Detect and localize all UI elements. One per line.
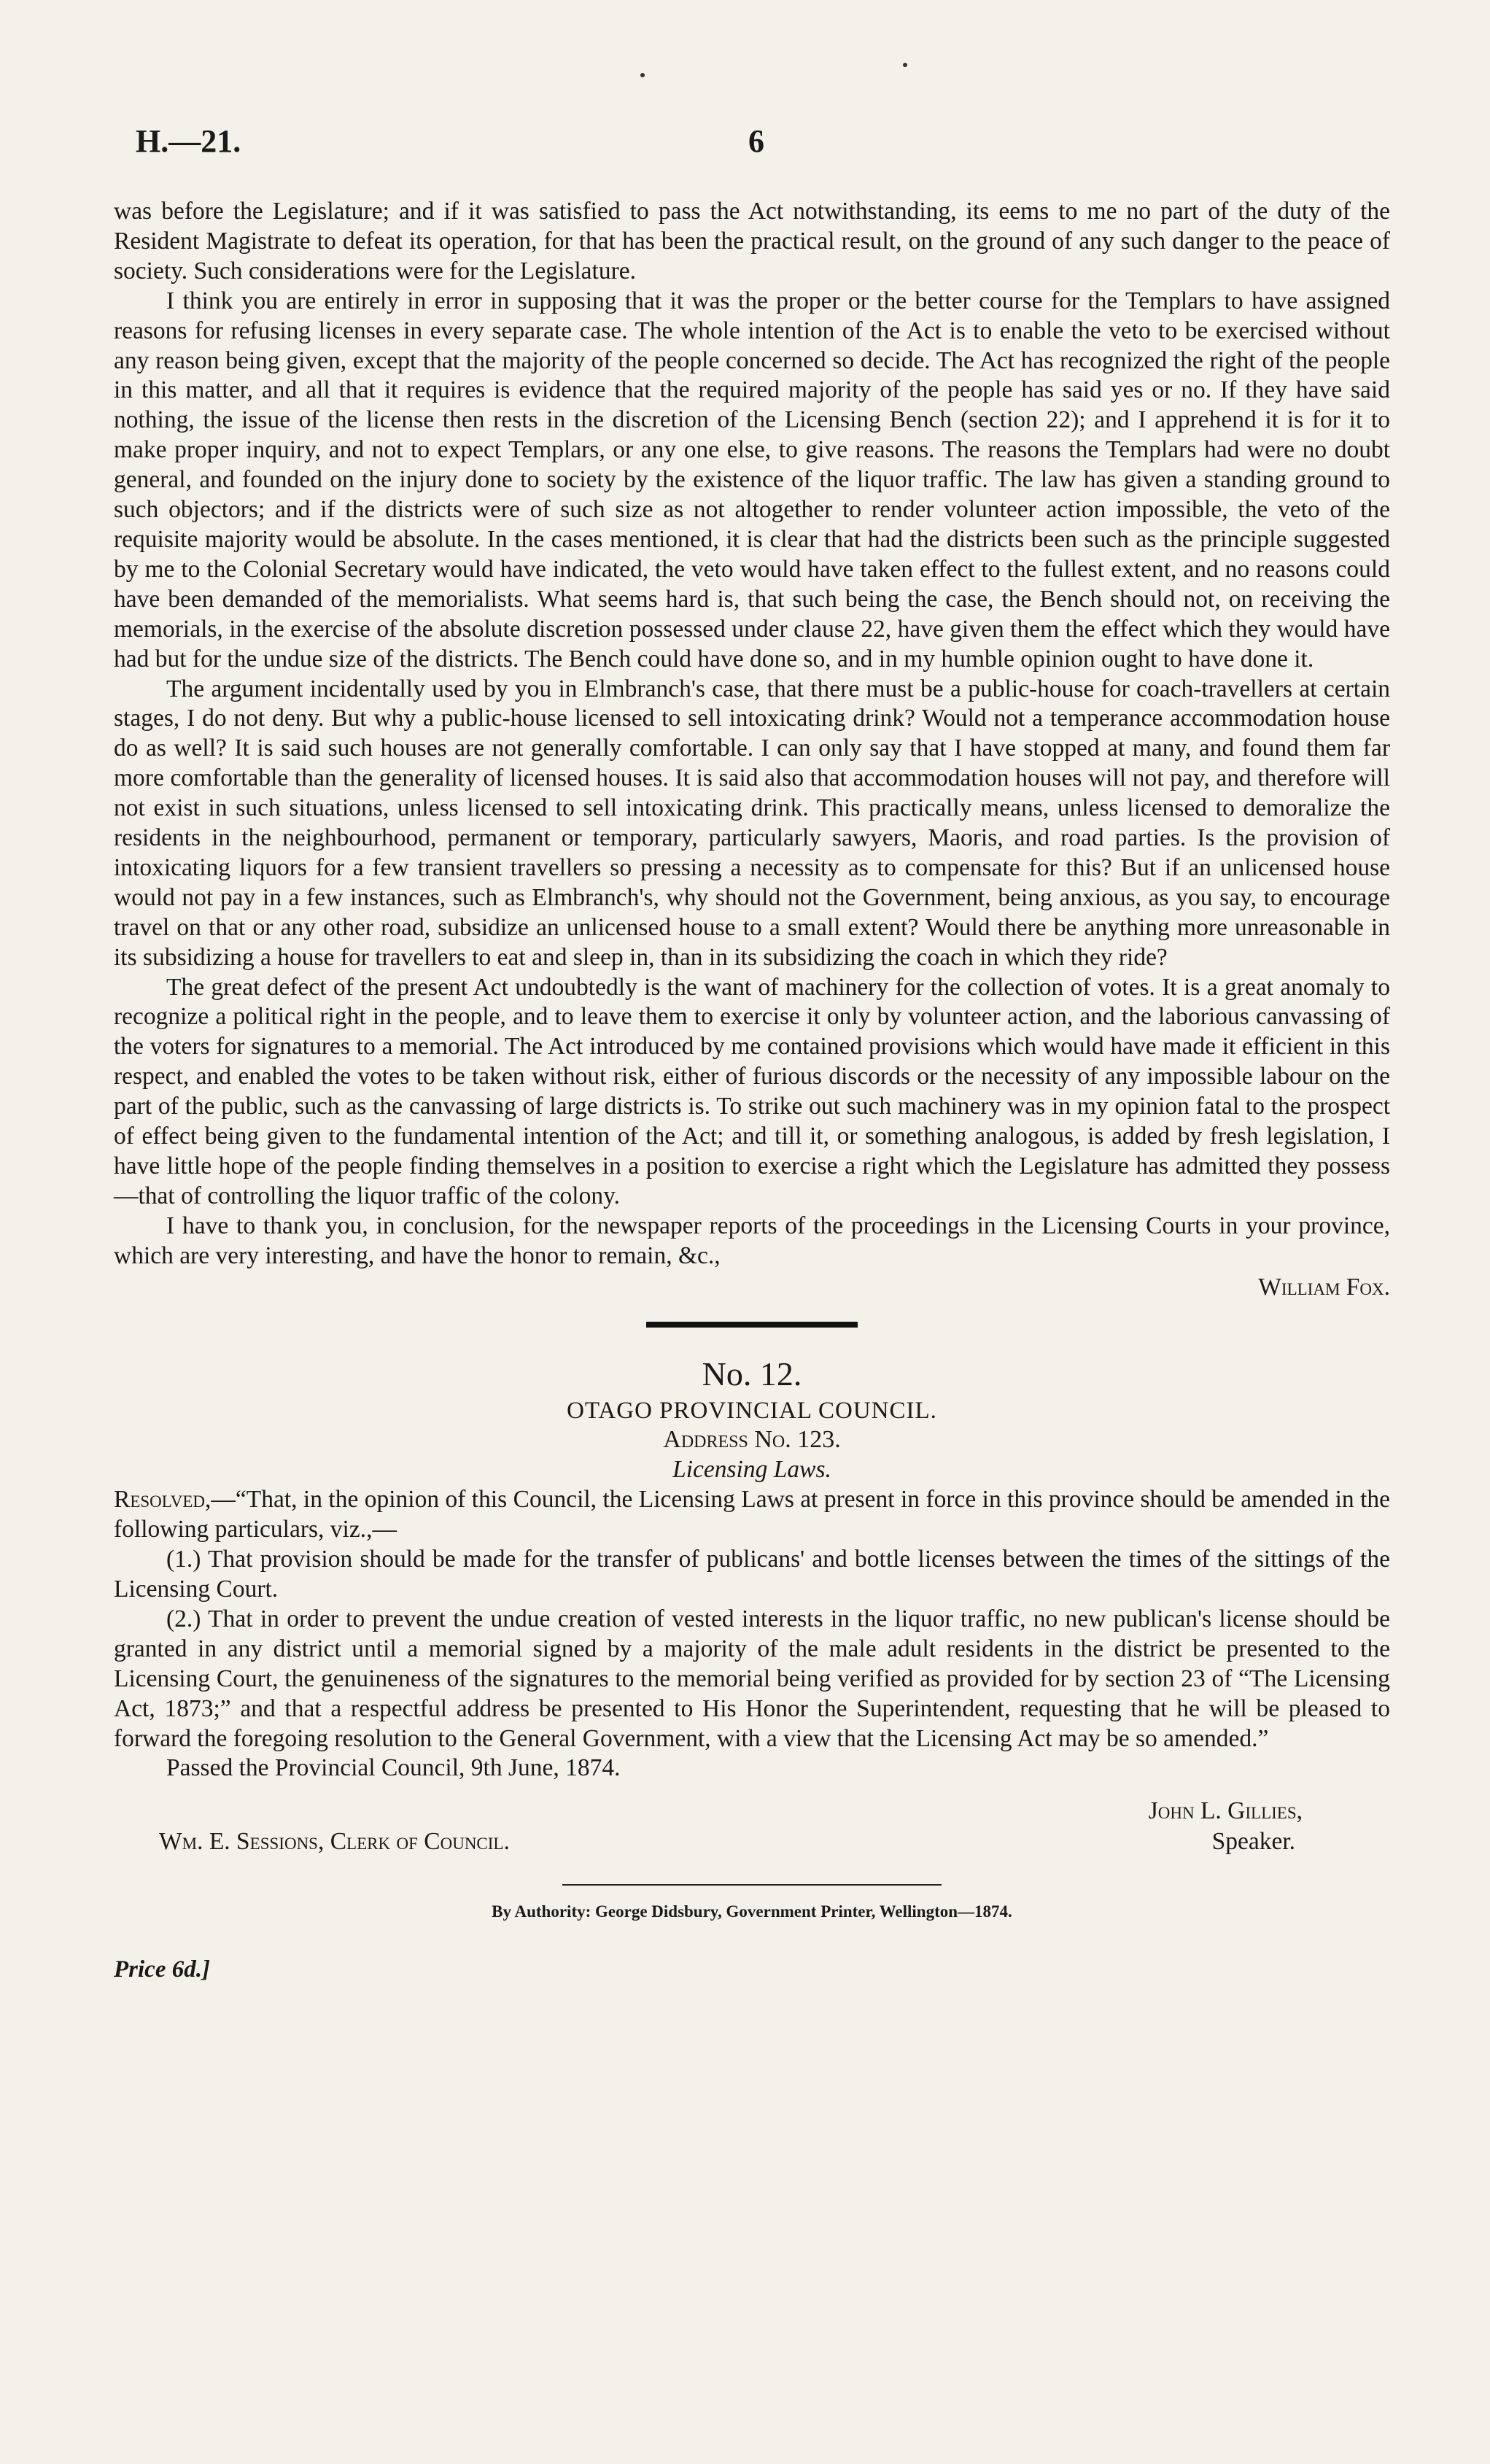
speaker-title: Speaker.	[1211, 1828, 1295, 1856]
passed-line: Passed the Provincial Council, 9th June, 1874.	[166, 1754, 621, 1782]
printer-authority: By Authority: George Didsbury, Government Printer, Wellington—1874.	[492, 1902, 1012, 1921]
address-heading: Address No. 123.	[663, 1426, 841, 1454]
section-divider	[646, 1322, 858, 1328]
speaker-name: John L. Gillies,	[1148, 1797, 1303, 1825]
paragraph: The argument incidentally used by you in Elmbranch's case, that there must be a public-house for coach-travellers at certain stages, I do not deny. But why a public-house licensed to sell intoxicating drink? Would not a temperance accommodation house do as well? It is said such houses are not generally comfortable. I can only say that I have stopped at many, and found them far more comfortable than the generality of licensed houses. It is said also that accommodation houses will not pay, and therefore will not exist in such situations, unless licensed to sell intoxicating drink. This practically means, unless licensed to demoralize the residents in the neighbourhood, permanent or temporary, particularly sawyers, Maoris, and road parties. Is the provision of intoxicating liquors for a few transient travellers so pressing a necessity as to compensate for this? But if an unlicensed house would not pay in a few instances, such as Elmbranch's, why should not the Government, being anxious, as you say, to encourage travel on that or any other road, subsidize an unlicensed house to a small extent? Would there be anything more unreasonable in its subsidizing a house for travellers to eat and sleep in, than in its subsidizing the coach in which they ride?	[114, 675, 1390, 971]
footer-divider	[562, 1884, 942, 1886]
section-number: No. 12.	[702, 1355, 802, 1392]
clerk-signature: Wm. E. Sessions, Clerk of Council.	[159, 1828, 510, 1856]
paragraph: I think you are entirely in error in supposing that it was the proper or the better course for the Templars to have assigned reasons for refusing licenses in every separate case. The whole intention of the Act is to enable the veto to be exercised without any reason being given, except that the majority of the people concerned so decide. The Act has recognized the right of the people in this matter, and all that it requires is evidence that the required majority of the people has said yes or no. If they have said nothing, the issue of the license then rests in the discretion of the Licensing Bench (section 22); and I apprehend it is for it to make proper inquiry, and not to expect Templars, or any one else, to give reasons. The reasons the Templars had were no doubt general, and founded on the injury done to society by the existence of the liquor traffic. The law has given a standing ground to such objectors; and if the districts were of such size as not altogether to render volunteer action impossible, the veto of the requisite majority would be absolute. In the cases mentioned, it is clear that had the districts been such as the principle suggested by me to the Colonial Secretary would have indicated, the veto would have taken effect to the fullest extent, and no reasons could have been demanded of the memorialists. What seems hard is, that such being the case, the Bench should not, on receiving the memorials, in the exercise of the absolute discretion possessed under clause 22, have given them the effect which they would have had but for the undue size of the districts. The Bench could have done so, and in my humble opinion ought to have done it.	[114, 287, 1390, 673]
resolution-item: (2.) That in order to prevent the undue creation of vested interests in the liquor traffic, no new publican's license should be granted in any district until a memorial signed by a majority of the male adult residents in the district be presented to the Licensing Court, the genuineness of the signatures to the memorial being verified as provided for by section 23 of “The Licensing Act, 1873;” and that a respectful address be presented to His Honor the Superintendent, requesting that he will be pleased to forward the foregoing resolution to the General Government, with a view that the Licensing Act may be so amended.”	[114, 1605, 1390, 1752]
paragraph: I have to thank you, in conclusion, for the newspaper reports of the proceedings in the Licensing Courts in your province, which are very interesting, and have the honor to remain, &c.,	[114, 1212, 1390, 1269]
paragraph: The great defect of the present Act undoubtedly is the want of machinery for the collection of votes. It is a great anomaly to recognize a political right in the people, and to leave them to exercise it only by volunteer action, and the laborious canvassing of the voters for signatures to a memorial. The Act introduced by me contained provisions which would have made it efficient in this respect, and enabled the votes to be taken without risk, either of furious discords or the necessity of any impossible labour on the part of the public, such as the canvassing of large districts is. To strike out such machinery was in my opinion fatal to the prospect of effect being given to the fundamental intention of the Act; and till it, or something analogous, is added by fresh legislation, I have little hope of the people finding themselves in a position to exercise a right which the Legislature has admitted they possess—that of controlling the liquor traffic of the colony.	[114, 973, 1390, 1209]
page-number: 6	[748, 123, 764, 159]
signature-block	[114, 1797, 1390, 1862]
price-label: Price 6d.]	[114, 1956, 210, 1983]
print-speck	[640, 73, 645, 77]
letter-body	[114, 197, 1390, 1985]
resolved-text: —“That, in the opinion of this Council, the Licensing Laws at present in force in this province should be amended in the following particulars, viz.,—	[114, 1486, 1390, 1543]
resolved-label: Resolved,	[114, 1486, 212, 1514]
paragraph: was before the Legislature; and if it was satisfied to pass the Act notwithstanding, its eems to me no part of the duty of the Resident Magistrate to defeat its operation, for that has been the practical result, on the ground of any such danger to the peace of society. Such considerations were for the Legislature.	[114, 198, 1390, 284]
council-heading: OTAGO PROVINCIAL COUNCIL.	[567, 1397, 937, 1424]
resolution-item: (1.) That provision should be made for the transfer of publicans' and bottle licenses between the times of the sittings of the Licensing Court.	[114, 1546, 1390, 1603]
print-speck	[903, 63, 907, 67]
page-header	[136, 123, 1390, 166]
document-reference: H.—21.	[136, 123, 241, 159]
letter-signature: William Fox.	[1258, 1273, 1390, 1301]
resolution-paragraph	[114, 1485, 1390, 1545]
subject-heading: Licensing Laws.	[672, 1456, 831, 1484]
